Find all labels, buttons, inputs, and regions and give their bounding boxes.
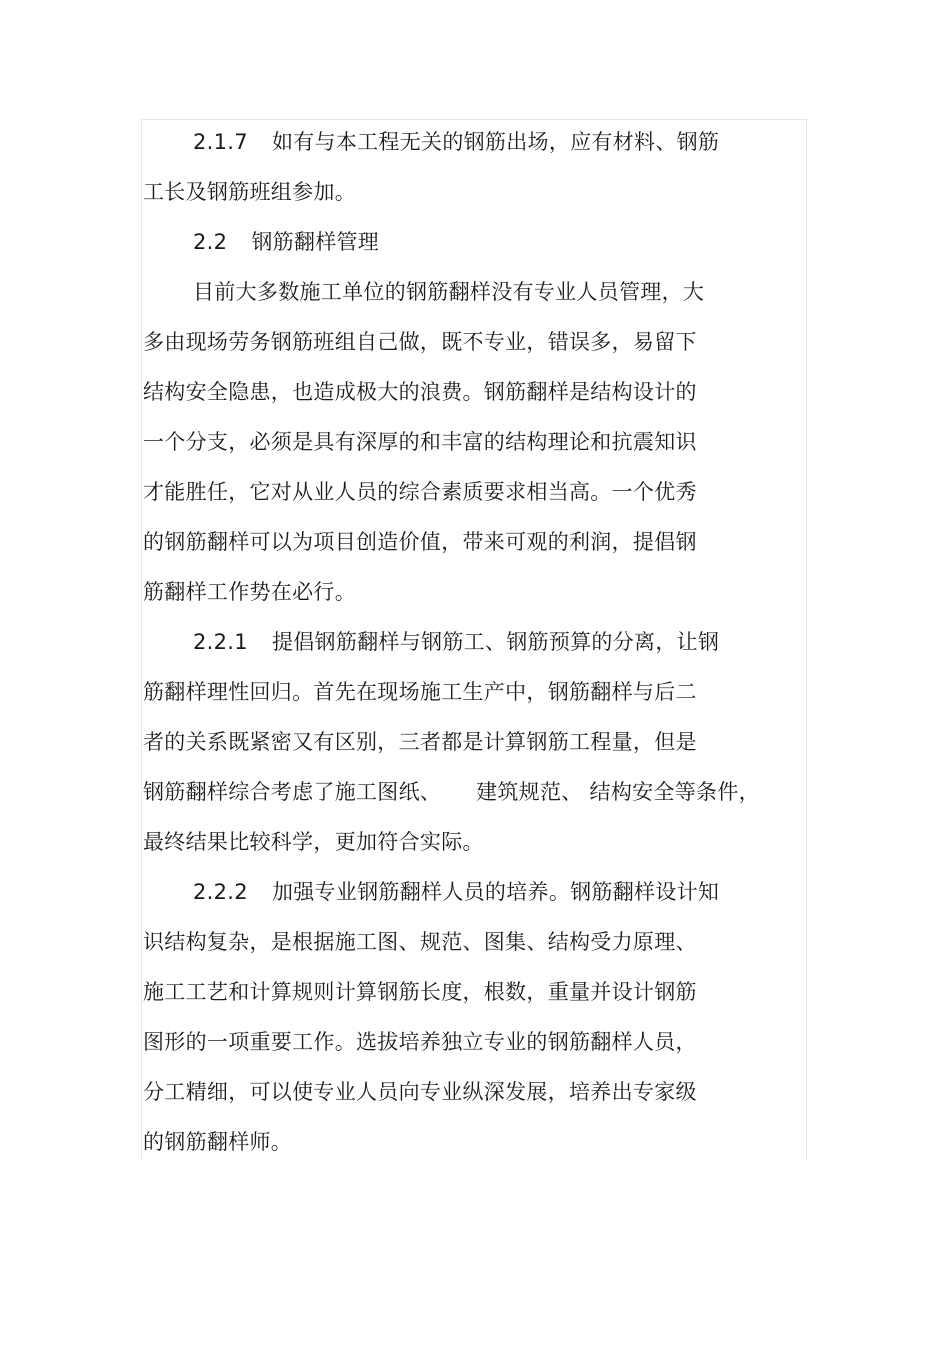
paragraph-line: 识结构复杂，是根据施工图、规范、图集、结构受力原理、	[143, 930, 697, 954]
paragraph-line: 目前大多数施工单位的钢筋翻样没有专业人员管理，大	[193, 280, 705, 304]
section-2-2-1-line-1	[193, 627, 719, 657]
paragraph-line: 多由现场劳务钢筋班组自己做，既不专业，错误多，易留下	[143, 330, 697, 354]
paragraph-line: 图形的一项重要工作。选拔培养独立专业的钢筋翻样人员，	[143, 1030, 697, 1054]
paragraph-line: 筋翻样工作势在必行。	[143, 580, 356, 604]
paragraph-line: 结构安全隐患，也造成极大的浪费。钢筋翻样是结构设计的	[143, 380, 697, 404]
paragraph-line: 才能胜任，它对从业人员的综合素质要求相当高。一个优秀	[143, 480, 697, 504]
section-number-2-2-1: 2.2.1	[193, 630, 248, 654]
section-number-2-2-2: 2.2.2	[193, 880, 248, 904]
body-text: 加强专业钢筋翻样人员的培养。钢筋翻样设计知	[271, 880, 720, 904]
paragraph-line: 最终结果比较科学，更加符合实际。	[143, 830, 484, 854]
section-2-2-2-line-1	[193, 877, 719, 907]
paragraph-line: 筋翻样理性回归。首先在现场施工生产中，钢筋翻样与后二	[143, 680, 697, 704]
section-2-2-heading	[193, 227, 379, 257]
paragraph-line: 者的关系既紧密又有区别，三者都是计算钢筋工程量，但是	[143, 730, 697, 754]
paragraph-line: 一个分支，必须是具有深厚的和丰富的结构理论和抗震知识	[143, 430, 697, 454]
paragraph-line: 施工工艺和计算规则计算钢筋长度，根数，重量并设计钢筋	[143, 980, 697, 1004]
section-number-2-1-7: 2.1.7	[193, 130, 248, 154]
body-text: 如有与本工程无关的钢筋出场，应有材料、钢筋	[271, 130, 720, 154]
section-2-1-7-line-1	[193, 127, 719, 157]
paragraph-line: 钢筋翻样综合考虑了施工图纸、 建筑规范、 结构安全等条件，	[143, 780, 760, 804]
section-2-1-7-line-2: 工长及钢筋班组参加。	[143, 180, 356, 204]
paragraph-line: 分工精细，可以使专业人员向专业纵深发展，培养出专家级	[143, 1080, 697, 1104]
paragraph-line: 的钢筋翻样师。	[143, 1130, 293, 1154]
heading-text: 钢筋翻样管理	[251, 230, 380, 254]
section-number-2-2: 2.2	[193, 230, 228, 254]
body-text: 提倡钢筋翻样与钢筋工、钢筋预算的分离，让钢	[271, 630, 720, 654]
paragraph-line: 的钢筋翻样可以为项目创造价值，带来可观的利润，提倡钢	[143, 530, 697, 554]
